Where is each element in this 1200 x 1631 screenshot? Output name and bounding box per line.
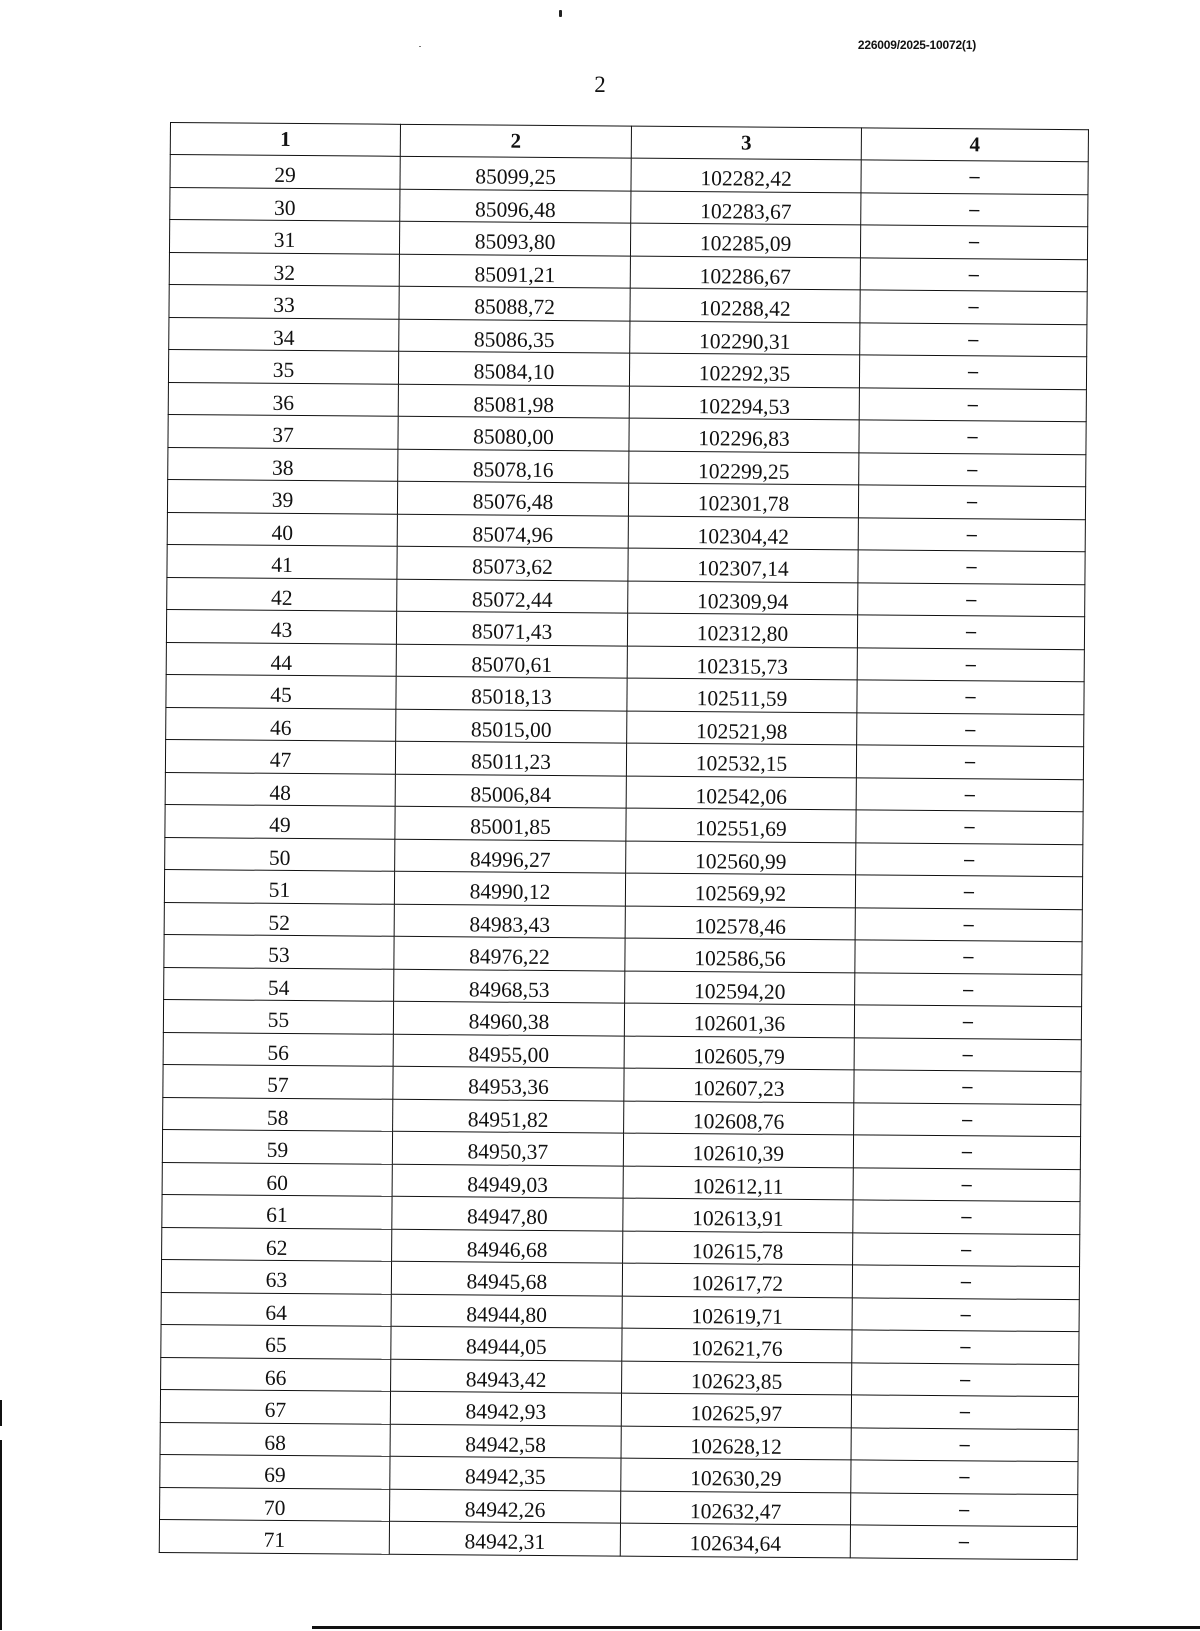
- note-cell: –: [858, 550, 1085, 584]
- note-cell: –: [852, 1330, 1079, 1364]
- note-cell: –: [850, 1525, 1077, 1559]
- y-coordinate-cell: 102290,31: [630, 321, 860, 355]
- y-coordinate-cell: 102304,42: [628, 516, 858, 550]
- x-coordinate-cell: 84960,38: [393, 1001, 624, 1035]
- table-body: [159, 155, 1088, 1560]
- x-coordinate-cell: 84955,00: [393, 1034, 624, 1068]
- y-coordinate-cell: 102601,36: [624, 1003, 854, 1037]
- note-cell: –: [854, 1037, 1081, 1071]
- note-cell: –: [861, 192, 1088, 226]
- x-coordinate-cell: 84942,58: [390, 1424, 621, 1458]
- x-coordinate-cell: 84949,03: [392, 1164, 623, 1198]
- y-coordinate-cell: 102309,94: [628, 581, 858, 615]
- point-number-cell: 30: [170, 187, 400, 221]
- point-number-cell: 71: [159, 1519, 389, 1553]
- note-cell: –: [853, 1232, 1080, 1266]
- x-coordinate-cell: 84951,82: [393, 1099, 624, 1133]
- x-coordinate-cell: 84996,27: [395, 839, 626, 873]
- y-coordinate-cell: 102621,76: [622, 1328, 852, 1362]
- x-coordinate-cell: 85071,43: [396, 611, 627, 645]
- point-number-cell: 56: [163, 1032, 393, 1066]
- y-coordinate-cell: 102619,71: [622, 1296, 852, 1330]
- y-coordinate-cell: 102288,42: [630, 288, 860, 322]
- note-cell: –: [855, 907, 1082, 941]
- x-coordinate-cell: 84990,12: [394, 871, 625, 905]
- column-header-2: 2: [400, 124, 631, 158]
- y-coordinate-cell: 102299,25: [629, 451, 859, 485]
- point-number-cell: 31: [169, 220, 399, 254]
- x-coordinate-cell: 84945,68: [391, 1261, 622, 1295]
- note-cell: –: [855, 972, 1082, 1006]
- point-number-cell: 67: [160, 1389, 390, 1423]
- x-coordinate-cell: 84947,80: [392, 1196, 623, 1230]
- point-number-cell: 37: [168, 414, 398, 448]
- x-coordinate-cell: 84946,68: [392, 1229, 623, 1263]
- note-cell: –: [857, 712, 1084, 746]
- note-cell: –: [860, 257, 1087, 291]
- y-coordinate-cell: 102285,09: [630, 223, 860, 257]
- y-coordinate-cell: 102623,85: [622, 1361, 852, 1395]
- point-number-cell: 45: [166, 674, 396, 708]
- note-cell: –: [852, 1362, 1079, 1396]
- note-cell: –: [852, 1297, 1079, 1331]
- note-cell: –: [859, 387, 1086, 421]
- point-number-cell: 38: [168, 447, 398, 481]
- y-coordinate-cell: 102307,14: [628, 548, 858, 582]
- y-coordinate-cell: 102542,06: [626, 776, 856, 810]
- point-number-cell: 33: [169, 284, 399, 318]
- x-coordinate-cell: 85099,25: [400, 156, 631, 190]
- note-cell: –: [858, 582, 1085, 616]
- x-coordinate-cell: 84968,53: [394, 969, 625, 1003]
- x-coordinate-cell: 85018,13: [396, 676, 627, 710]
- y-coordinate-cell: 102607,23: [624, 1068, 854, 1102]
- point-number-cell: 44: [166, 642, 396, 676]
- y-coordinate-cell: 102569,92: [625, 873, 855, 907]
- point-number-cell: 29: [170, 155, 400, 189]
- note-cell: –: [861, 160, 1088, 194]
- x-coordinate-cell: 85093,80: [399, 221, 630, 255]
- x-coordinate-cell: 84944,80: [391, 1294, 622, 1328]
- y-coordinate-cell: 102625,97: [621, 1393, 851, 1427]
- note-cell: –: [859, 452, 1086, 486]
- x-coordinate-cell: 85084,10: [398, 351, 629, 385]
- x-coordinate-cell: 84944,05: [391, 1326, 622, 1360]
- document-id: 226009/2025-10072(1): [857, 38, 976, 52]
- note-cell: –: [860, 225, 1087, 259]
- note-cell: –: [854, 1102, 1081, 1136]
- x-coordinate-cell: 85078,16: [398, 449, 629, 483]
- point-number-cell: 41: [167, 544, 397, 578]
- y-coordinate-cell: 102617,72: [622, 1263, 852, 1297]
- point-number-cell: 68: [160, 1422, 390, 1456]
- x-coordinate-cell: 85096,48: [400, 189, 631, 223]
- y-coordinate-cell: 102532,15: [626, 743, 856, 777]
- point-number-cell: 43: [166, 609, 396, 643]
- scan-edge-mark: [0, 1400, 2, 1426]
- y-coordinate-cell: 102586,56: [625, 938, 855, 972]
- note-cell: –: [856, 745, 1083, 779]
- note-cell: –: [856, 810, 1083, 844]
- y-coordinate-cell: 102301,78: [628, 483, 858, 517]
- note-cell: –: [853, 1167, 1080, 1201]
- y-coordinate-cell: 102578,46: [625, 906, 855, 940]
- table-row: [159, 1519, 1077, 1559]
- note-cell: –: [857, 680, 1084, 714]
- point-number-cell: 52: [164, 902, 394, 936]
- point-number-cell: 51: [164, 869, 394, 903]
- column-header-1: 1: [170, 123, 400, 157]
- x-coordinate-cell: 84942,93: [390, 1391, 621, 1425]
- x-coordinate-cell: 85011,23: [395, 741, 626, 775]
- point-number-cell: 53: [164, 934, 394, 968]
- x-coordinate-cell: 84983,43: [394, 904, 625, 938]
- note-cell: –: [851, 1492, 1078, 1526]
- x-coordinate-cell: 85074,96: [397, 514, 628, 548]
- point-number-cell: 50: [165, 837, 395, 871]
- x-coordinate-cell: 85081,98: [398, 384, 629, 418]
- y-coordinate-cell: 102283,67: [631, 191, 861, 225]
- scan-speck: [559, 10, 562, 17]
- x-coordinate-cell: 84942,26: [390, 1489, 621, 1523]
- y-coordinate-cell: 102612,11: [623, 1166, 853, 1200]
- point-number-cell: 36: [168, 382, 398, 416]
- x-coordinate-cell: 85088,72: [399, 286, 630, 320]
- y-coordinate-cell: 102312,80: [627, 613, 857, 647]
- point-number-cell: 66: [161, 1357, 391, 1391]
- x-coordinate-cell: 85006,84: [395, 774, 626, 808]
- y-coordinate-cell: 102294,53: [629, 386, 859, 420]
- x-coordinate-cell: 84942,31: [389, 1521, 620, 1555]
- point-number-cell: 63: [161, 1259, 391, 1293]
- y-coordinate-cell: 102605,79: [624, 1036, 854, 1070]
- note-cell: –: [858, 485, 1085, 519]
- page-number: 2: [594, 72, 606, 97]
- y-coordinate-cell: 102634,64: [620, 1523, 850, 1557]
- y-coordinate-cell: 102560,99: [626, 841, 856, 875]
- point-number-cell: 46: [166, 707, 396, 741]
- x-coordinate-cell: 85015,00: [396, 709, 627, 743]
- point-number-cell: 57: [163, 1064, 393, 1098]
- x-coordinate-cell: 85091,21: [399, 254, 630, 288]
- x-coordinate-cell: 85070,61: [396, 644, 627, 678]
- x-coordinate-cell: 85072,44: [397, 579, 628, 613]
- point-number-cell: 61: [162, 1194, 392, 1228]
- note-cell: –: [854, 1005, 1081, 1039]
- point-number-cell: 35: [168, 349, 398, 383]
- point-number-cell: 40: [167, 512, 397, 546]
- note-cell: –: [856, 842, 1083, 876]
- note-cell: –: [853, 1200, 1080, 1234]
- y-coordinate-cell: 102632,47: [621, 1491, 851, 1525]
- y-coordinate-cell: 102286,67: [630, 256, 860, 290]
- scan-bottom-edge: [312, 1626, 1200, 1629]
- note-cell: –: [857, 647, 1084, 681]
- note-cell: –: [859, 355, 1086, 389]
- note-cell: –: [851, 1395, 1078, 1429]
- y-coordinate-cell: 102296,83: [629, 418, 859, 452]
- point-number-cell: 58: [163, 1097, 393, 1131]
- note-cell: –: [857, 615, 1084, 649]
- y-coordinate-cell: 102315,73: [627, 646, 857, 680]
- point-number-cell: 39: [167, 479, 397, 513]
- note-cell: –: [858, 517, 1085, 551]
- y-coordinate-cell: 102594,20: [625, 971, 855, 1005]
- y-coordinate-cell: 102613,91: [623, 1198, 853, 1232]
- y-coordinate-cell: 102551,69: [626, 808, 856, 842]
- point-number-cell: 49: [165, 804, 395, 838]
- point-number-cell: 60: [162, 1162, 392, 1196]
- y-coordinate-cell: 102282,42: [631, 158, 861, 192]
- point-number-cell: 70: [160, 1487, 390, 1521]
- point-number-cell: 42: [167, 577, 397, 611]
- point-number-cell: 59: [162, 1129, 392, 1163]
- point-number-cell: 47: [165, 739, 395, 773]
- point-number-cell: 32: [169, 252, 399, 286]
- y-coordinate-cell: 102610,39: [623, 1133, 853, 1167]
- point-number-cell: 55: [163, 999, 393, 1033]
- scan-speck-small: [419, 46, 421, 47]
- x-coordinate-cell: 84943,42: [391, 1359, 622, 1393]
- x-coordinate-cell: 85080,00: [398, 416, 629, 450]
- y-coordinate-cell: 102628,12: [621, 1426, 851, 1460]
- note-cell: –: [860, 290, 1087, 324]
- x-coordinate-cell: 84950,37: [392, 1131, 623, 1165]
- note-cell: –: [852, 1265, 1079, 1299]
- y-coordinate-cell: 102608,76: [624, 1101, 854, 1135]
- column-header-4: 4: [861, 128, 1088, 162]
- coordinates-table: [159, 122, 1089, 1560]
- point-number-cell: 48: [165, 772, 395, 806]
- y-coordinate-cell: 102630,29: [621, 1458, 851, 1492]
- column-header-3: 3: [631, 126, 861, 160]
- x-coordinate-cell: 85001,85: [395, 806, 626, 840]
- y-coordinate-cell: 102521,98: [627, 711, 857, 745]
- x-coordinate-cell: 84976,22: [394, 936, 625, 970]
- point-number-cell: 34: [169, 317, 399, 351]
- x-coordinate-cell: 85076,48: [397, 481, 628, 515]
- x-coordinate-cell: 84942,35: [390, 1456, 621, 1490]
- y-coordinate-cell: 102511,59: [627, 678, 857, 712]
- note-cell: –: [851, 1460, 1078, 1494]
- note-cell: –: [855, 875, 1082, 909]
- point-number-cell: 69: [160, 1454, 390, 1488]
- y-coordinate-cell: 102615,78: [623, 1231, 853, 1265]
- note-cell: –: [851, 1427, 1078, 1461]
- scan-edge-mark-lower: [0, 1440, 2, 1630]
- point-number-cell: 62: [162, 1227, 392, 1261]
- point-number-cell: 54: [164, 967, 394, 1001]
- note-cell: –: [856, 777, 1083, 811]
- y-coordinate-cell: 102292,35: [629, 353, 859, 387]
- note-cell: –: [854, 1070, 1081, 1104]
- x-coordinate-cell: 84953,36: [393, 1066, 624, 1100]
- note-cell: –: [853, 1135, 1080, 1169]
- x-coordinate-cell: 85073,62: [397, 546, 628, 580]
- point-number-cell: 64: [161, 1292, 391, 1326]
- note-cell: –: [855, 940, 1082, 974]
- note-cell: –: [860, 322, 1087, 356]
- x-coordinate-cell: 85086,35: [399, 319, 630, 353]
- note-cell: –: [859, 420, 1086, 454]
- point-number-cell: 65: [161, 1324, 391, 1358]
